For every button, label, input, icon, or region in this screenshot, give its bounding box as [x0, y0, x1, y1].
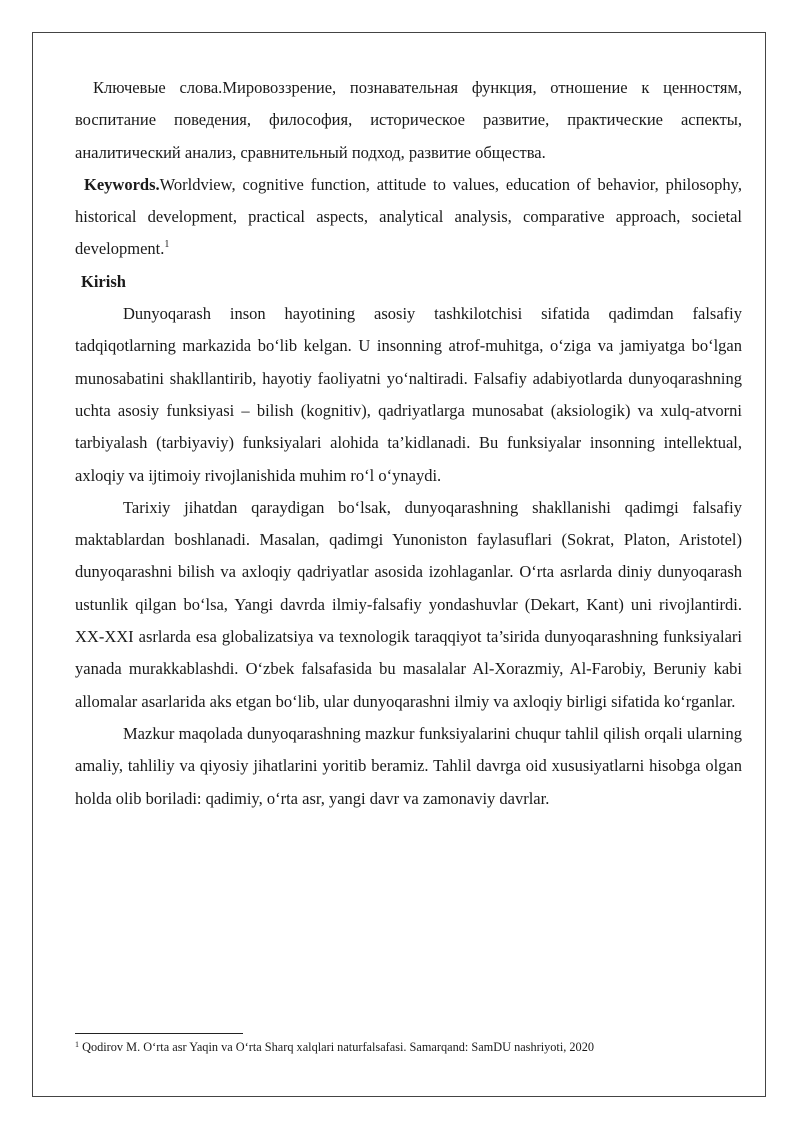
- paragraph-3: Mazkur maqolada dunyoqarashning mazkur funksiyalarini chuqur tahlil qilish orqali ularning amaliy, tahliliy va qiyosiy jihatlarini yoritib beramiz. Tahlil davrga oid xususiyatlarni hisobga olgan holda olib boriladi: qadimiy, o‘rta asr, yangi davr va zamonaviy davrlar.: [75, 723, 742, 808]
- section-heading: Kirish: [81, 271, 126, 291]
- footnote-mark: 1: [75, 1040, 79, 1049]
- keywords-en: [75, 169, 742, 266]
- keywords-en-text: Worldview, cognitive function, attitude to values, education of behavior, philosophy, historical development, practical aspects, analytical analysis, comparative approach, societal development.: [75, 174, 742, 259]
- paragraph-1: Dunyoqarash inson hayotining asosiy tashkilotchisi sifatida qadimdan falsafiy tadqiqotlarning markazida bo‘lib kelgan. U insonning atrof-muhitga, o‘ziga va jamiyatga bo‘lgan munosabatini shakllantirib, hayotiy faoliyatni yo‘naltiradi. Falsafiy adabiyotlarda dunyoqarashning uchta asosiy funksiyasi – bilish (kognitiv), qadriyatlarga munosabat (aksiologik) va xulq-atvorni tarbiyalash (tarbiyaviy) funksiyalari alohida ta’kidlanadi. Bu funksiyalar insonning intellektual, axloqiy va ijtimoiy rivojlanishida muhim ro‘l o‘ynaydi.: [75, 304, 742, 485]
- footnote-reference[interactable]: 1: [164, 239, 170, 251]
- paragraph-2: Tarixiy jihatdan qaraydigan bo‘lsak, dunyoqarashning shakllanishi qadimgi falsafiy maktablardan boshlanadi. Masalan, qadimgi Yunoniston faylasuflari (Sokrat, Platon, Aristotel) dunyoqarashni bilish va axloqiy qadriyatlar asosida izohlaganlar. O‘rta asrlarda diniy dunyoqarash ustunlik qilgan bo‘lsa, Yangi davrda ilmiy-falsafiy yondashuvlar (Dekart, Kant) uni rivojlantirdi. XX-XXI asrlarda esa globalizatsiya va texnologik taraqqiyot ta’sirida dunyoqarashning funksiyalari yanada murakkablashdi. O‘zbek falsafasida bu masalalar Al-Xorazmiy, Al-Farobiy, Beruniy kabi allomalar asarlarida aks etgan bo‘lib, ular dunyoqarashni ilmiy va axloqiy birligi sifatida ko‘rganlar.: [75, 497, 742, 711]
- document-body: [75, 72, 742, 815]
- keywords-ru-label: Ключевые слова.: [93, 78, 223, 97]
- keywords-ru: [75, 72, 742, 169]
- footnote-text: Qodirov M. O‘rta asr Yaqin va O‘rta Sharq xalqlari naturfalsafasi. Samarqand: SamDU nashriyoti, 2020: [79, 1040, 594, 1054]
- keywords-ru-text: Мировоззрение, познавательная функция, отношение к ценностям, воспитание поведения, философия, историческое развитие, практические аспекты, аналитический анализ, сравнительный подход, развитие общества.: [75, 78, 743, 162]
- footnote: [75, 1039, 755, 1055]
- keywords-en-label: Keywords.: [84, 174, 160, 194]
- footnote-separator: [75, 1033, 243, 1034]
